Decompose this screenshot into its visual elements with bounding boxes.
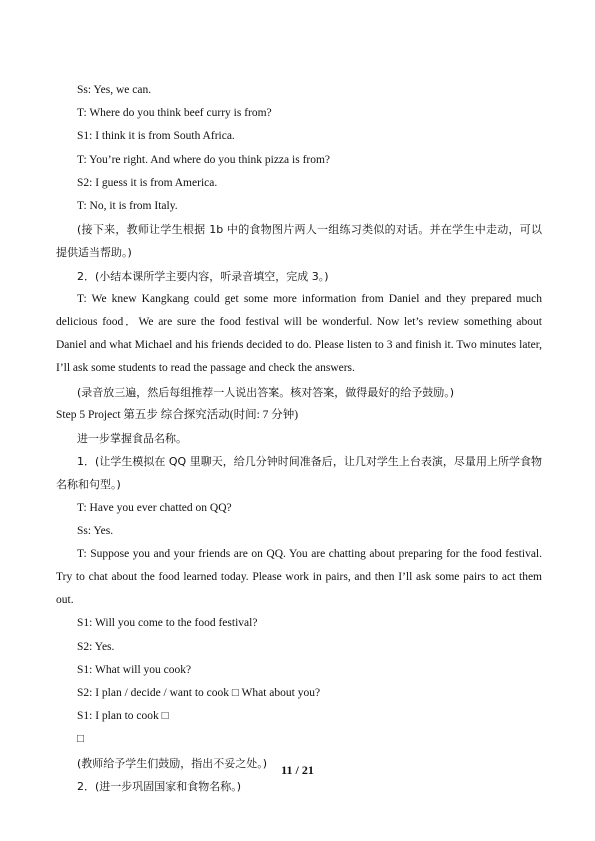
dialogue-line: S2: Yes.	[77, 640, 115, 653]
page-number: 11 / 21	[281, 763, 314, 777]
step-item: 2．(小结本课所学主要内容，听录音填空，完成 3。)	[77, 269, 329, 283]
dialogue-line: S2: I plan / decide / want to cook □ What about you?	[77, 687, 321, 700]
dialogue-line: S1: What will you cook?	[77, 663, 192, 676]
teacher-paragraph: T: Suppose you and your friends are on QQ. You are chatting about preparing for the food festival. Try to chat about the food learned today. Please work in pairs, and then I’ll ask some pairs to act them out.	[56, 547, 542, 607]
dialogue-line: Ss: Yes.	[77, 524, 114, 537]
teacher-note: (录音放三遍，然后每组推荐一人说出答案。核对答案，做得最好的给予鼓励。)	[77, 385, 455, 399]
dialogue-line: T: Where do you think beef curry is from?	[77, 107, 272, 120]
dialogue-line: S1: Will you come to the food festival?	[77, 617, 258, 630]
dialogue-line: S2: I guess it is from America.	[77, 176, 218, 189]
placeholder-box: □	[77, 733, 84, 746]
step-heading: Step 5 Project 第五步 综合探究活动(时间: 7 分钟)	[56, 408, 299, 421]
dialogue-line: T: Have you ever chatted on QQ?	[77, 501, 232, 514]
step-goal: 进一步掌握食品名称。	[77, 431, 187, 445]
teacher-note: (教师给予学生们鼓励，指出不妥之处。)	[77, 756, 268, 770]
dialogue-line: Ss: Yes, we can.	[77, 84, 152, 96]
document-body	[56, 79, 542, 798]
dialogue-line: T: You’re right. And where do you think pizza is from?	[77, 153, 331, 166]
teacher-paragraph: T: We knew Kangkang could get some more information from Daniel and they prepared much delicious food．We are sure the food festival will be wonderful. Now let’s review something about Daniel and what Michael and his friends decided to do. Please listen to 3 and finish it. Two minutes later, I’ll ask some students to read the passage and check the answers.	[56, 292, 542, 375]
dialogue-line: T: No, it is from Italy.	[77, 199, 178, 212]
teacher-note: (接下来，教师让学生根据 1b 中的食物图片两人一组练习类似的对话。并在学生中走动，可以提供适当帮助。)	[56, 223, 542, 260]
dialogue-line: S1: I think it is from South Africa.	[77, 130, 235, 143]
dialogue-line: S1: I plan to cook □	[77, 710, 169, 723]
step-item: 2．(进一步巩固国家和食物名称。)	[77, 779, 242, 793]
step-item: 1．(让学生模拟在 QQ 里聊天，给几分钟时间准备后，让几对学生上台表演，尽量用上所学食物名称和句型。)	[56, 455, 542, 492]
